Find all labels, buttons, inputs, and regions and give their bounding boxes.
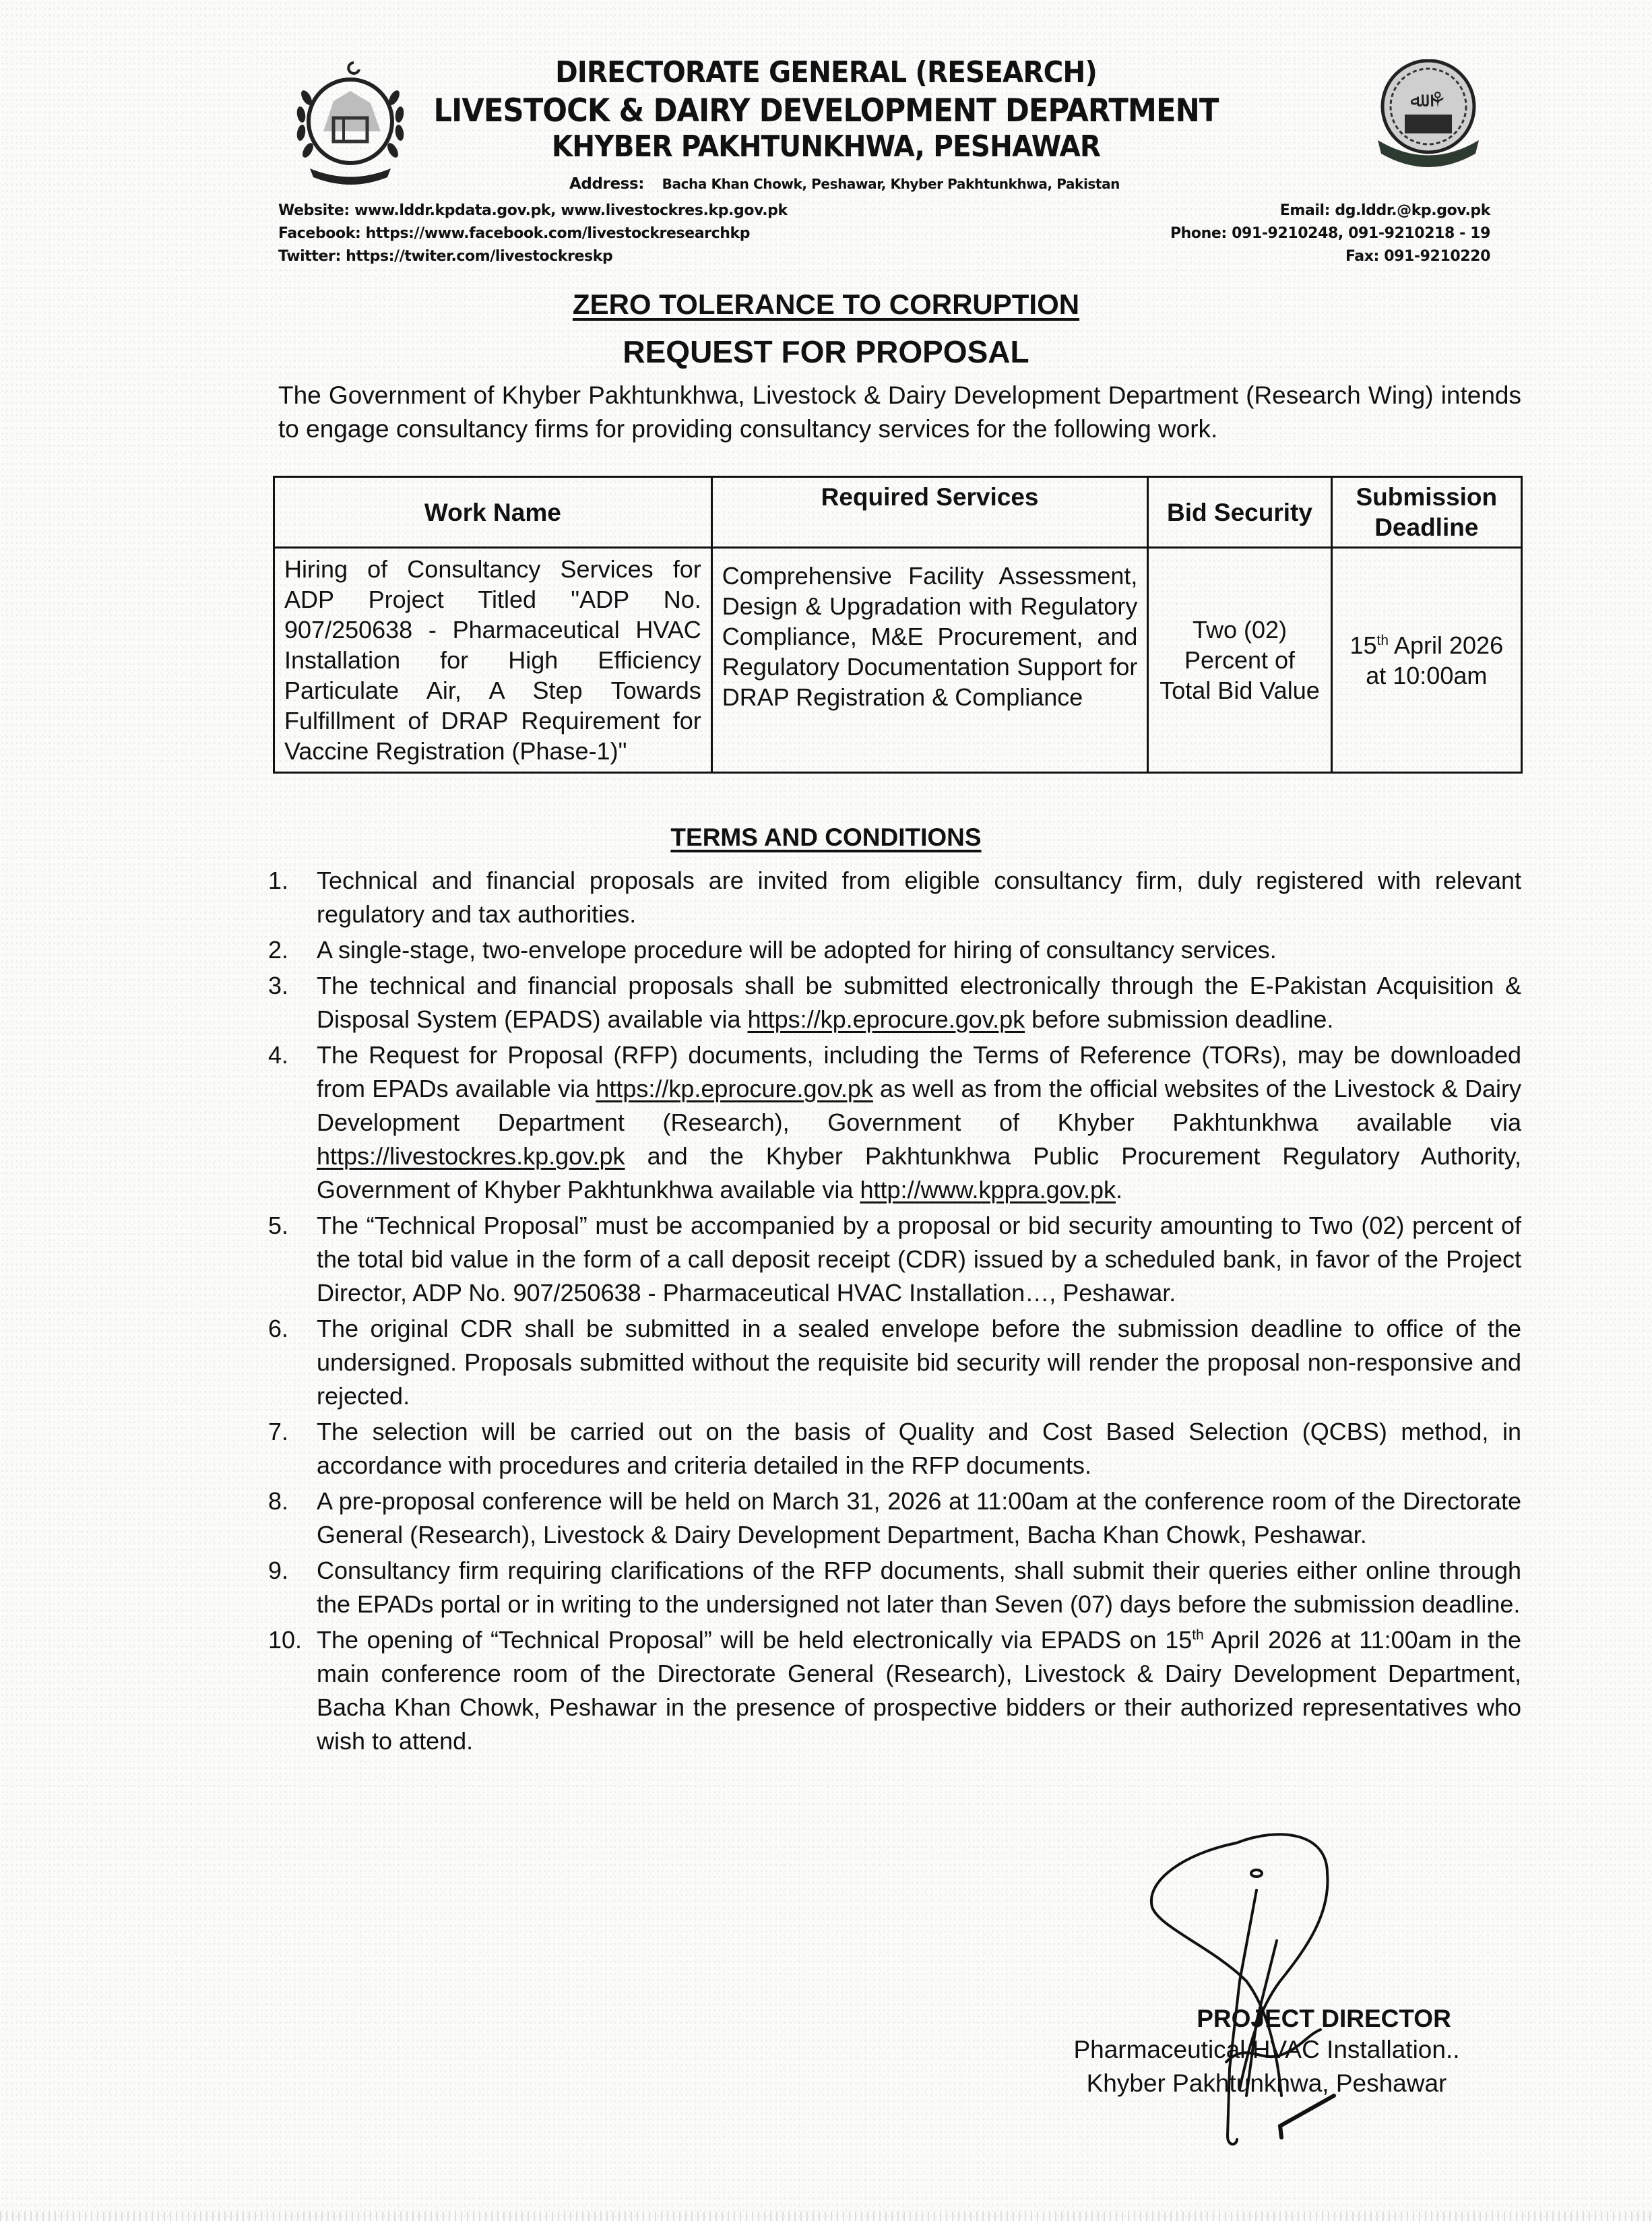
header-address: [569, 175, 1120, 193]
header-work-name: Work Name: [274, 477, 712, 548]
livestockres-link[interactable]: https://livestockres.kp.gov.pk: [317, 1142, 625, 1170]
cell-work-name: Hiring of Consultancy Services for ADP Project Titled "ADP No. 907/250638 - Pharmaceutical HVAC Installation for High Efficiency Particulate Air, A Step Towards Fulfillment of DRAP Requirement for Vaccine Registration (Phase-1)": [274, 548, 712, 773]
term-item: [268, 1623, 1521, 1758]
cell-required-services: Comprehensive Facility Assessment, Design & Upgradation with Regulatory Compliance, M&E Procurement, and Regulatory Documentation Support for DRAP Registration & Compliance: [711, 548, 1148, 773]
slogan-heading: [0, 288, 1652, 321]
address-value: Bacha Khan Chowk, Peshawar, Khyber Pakhtunkhwa, Pakistan: [662, 176, 1120, 192]
term-item: [268, 933, 1521, 967]
term-number: 2.: [268, 936, 289, 964]
term-item: [268, 1484, 1521, 1552]
term-text-pre: The technical and financial proposals shall be submitted electronically through the E-Pakistan Acquisition & Disposal System (EPADS) available via: [317, 972, 1521, 1033]
terms-heading: [0, 823, 1652, 852]
signatory-title: PROJECT DIRECTOR: [1197, 2005, 1451, 2032]
term-item: [268, 864, 1521, 931]
email-label: Email:: [1279, 202, 1331, 219]
website-line: [278, 199, 788, 222]
terms-title: TERMS AND CONDITIONS: [670, 823, 982, 851]
term-text-post: April 2026 at 11:00am in the main conference room of the Directorate General (Research), Livestock & Dairy Development Department, Bacha Khan Chowk, Peshawar in the presence of prospective bidders or their authorized representatives who wish to attend.: [317, 1626, 1521, 1755]
phone-line: [1170, 222, 1490, 245]
term-number: 10.: [268, 1626, 303, 1654]
header-submission-deadline: Submission Deadline: [1331, 477, 1521, 548]
deadline-day: 15: [1349, 631, 1377, 659]
term-item: [268, 1415, 1521, 1482]
fax-label: Fax:: [1345, 248, 1379, 265]
header-bid-security: Bid Security: [1148, 477, 1331, 548]
term-item: [268, 1554, 1521, 1621]
term-text-post: .: [1115, 1176, 1122, 1203]
intro-paragraph: The Government of Khyber Pakhtunkhwa, Livestock & Dairy Development Department (Research Wing) intends to engage consultancy firms for providing consultancy services for the following work.: [278, 381, 1521, 443]
email-link[interactable]: dg.lddr.@kp.gov.pk: [1335, 202, 1490, 219]
table-row: [274, 548, 1522, 773]
table-header-row: [274, 477, 1522, 548]
term-text: A single-stage, two-envelope procedure will be adopted for hiring of consultancy services.: [317, 936, 1277, 964]
eprocure-link[interactable]: https://kp.eprocure.gov.pk: [747, 1005, 1025, 1033]
term-item: [268, 1209, 1521, 1310]
fax-line: [1170, 245, 1490, 268]
facebook-line: [278, 222, 788, 245]
website-link[interactable]: www.lddr.kpdata.gov.pk, www.livestockres.kp.gov.pk: [354, 202, 788, 219]
header-title-line-1: DIRECTORATE GENERAL (RESEARCH): [555, 55, 1097, 90]
term-item: [268, 969, 1521, 1036]
facebook-link[interactable]: https://www.facebook.com/livestockresearchkp: [365, 225, 751, 242]
term-text: The original CDR shall be submitted in a sealed envelope before the submission deadline to office of the undersigned. Proposals submitted without the requisite bid security will render the proposal non-responsive and rejected.: [317, 1315, 1521, 1410]
website-label: Website:: [278, 202, 350, 219]
phone-value: 091-9210248, 091-9210218 - 19: [1232, 225, 1490, 242]
signatory-line-1: Pharmaceutical HVAC Installation..: [1073, 2036, 1460, 2063]
signatory-line-2: Khyber Pakhtunkhwa, Peshawar: [1086, 2069, 1447, 2097]
term-text-pre: The opening of “Technical Proposal” will be held electronically via EPADS on 15: [317, 1626, 1193, 1654]
signatory-block: [1038, 2005, 1496, 2100]
address-label: Address:: [569, 175, 645, 193]
svg-text:ﷲ ⚘: ﷲ ⚘: [1409, 88, 1447, 112]
eprocure-link[interactable]: https://kp.eprocure.gov.pk: [596, 1075, 873, 1102]
terms-list: [268, 864, 1521, 1760]
term-number: 6.: [268, 1315, 289, 1342]
header-contact-right: [1170, 199, 1490, 268]
term-number: 3.: [268, 972, 289, 999]
twitter-line: [278, 245, 788, 268]
term-item: [268, 1312, 1521, 1413]
cell-deadline: [1331, 548, 1521, 773]
header-title-line-3: KHYBER PAKHTUNKHWA, PESHAWAR: [551, 129, 1101, 164]
header-contact-left: [278, 199, 788, 268]
twitter-link[interactable]: https://twiter.com/livestockreskp: [346, 248, 613, 265]
kppra-link[interactable]: http://www.kppra.gov.pk: [860, 1176, 1116, 1203]
deadline-suffix: th: [1376, 632, 1389, 648]
term-number: 5.: [268, 1212, 289, 1239]
term-number: 8.: [268, 1487, 289, 1515]
header-title-line-2: LIVESTOCK & DAIRY DEVELOPMENT DEPARTMENT: [433, 92, 1219, 129]
term-number: 9.: [268, 1557, 289, 1584]
term-text: Technical and financial proposals are invited from eligible consultancy firm, duly registered with relevant regulatory and tax authorities.: [317, 867, 1521, 928]
term-text: A pre-proposal conference will be held on March 31, 2026 at 11:00am at the conference room of the Directorate General (Research), Livestock & Dairy Development Department, Bacha Khan Chowk, Peshawar.: [317, 1487, 1521, 1549]
twitter-label: Twitter:: [278, 248, 341, 265]
term-sup: th: [1192, 1627, 1204, 1643]
fax-value: 091-9210220: [1384, 248, 1490, 265]
page-title: REQUEST FOR PROPOSAL: [623, 334, 1029, 369]
slogan-text: ZERO TOLERANCE TO CORRUPTION: [572, 288, 1080, 320]
term-item: [268, 1038, 1521, 1207]
cell-bid-security: Two (02) Percent of Total Bid Value: [1148, 548, 1331, 773]
term-text-pre: The Request for Proposal (RFP) documents, including the Terms of Reference (TORs), may be downloaded from EPADs available via: [317, 1041, 1521, 1102]
term-text-mid: as well as from the official websites of the Livestock & Dairy Development Department (Research), Government of Khyber Pakhtunkhwa available via: [317, 1075, 1521, 1136]
term-text-mid: and the Khyber Pakhtunkhwa Public Procurement Regulatory Authority, Government of Khyber Pakhtunkhwa available via: [317, 1142, 1521, 1203]
term-text: The “Technical Proposal” must be accompanied by a proposal or bid security amounting to Two (02) percent of the total bid value in the form of a call deposit receipt (CDR) issued by a scheduled bank, in favor of the Project Director, ADP No. 907/250638 - Pharmaceutical HVAC Installation…, Peshawar.: [317, 1212, 1521, 1307]
work-table: [273, 476, 1523, 774]
phone-label: Phone:: [1170, 225, 1227, 242]
email-line: [1170, 199, 1490, 222]
scan-edge-strip: [0, 2212, 1652, 2221]
facebook-label: Facebook:: [278, 225, 361, 242]
header-required-services: Required Services: [711, 477, 1148, 548]
term-text-post: before submission deadline.: [1025, 1005, 1334, 1033]
term-number: 1.: [268, 867, 289, 894]
term-number: 4.: [268, 1041, 289, 1069]
term-text: The selection will be carried out on the basis of Quality and Cost Based Selection (QCBS) method, in accordance with procedures and criteria detailed in the RFP documents.: [317, 1418, 1521, 1479]
deadline-rest: April 2026 at 10:00am: [1366, 631, 1504, 689]
term-text: Consultancy firm requiring clarifications of the RFP documents, shall submit their queries either online through the EPADs portal or in writing to the undersigned not later than Seven (07) days before the submission deadline.: [317, 1557, 1521, 1618]
term-number: 7.: [268, 1418, 289, 1445]
